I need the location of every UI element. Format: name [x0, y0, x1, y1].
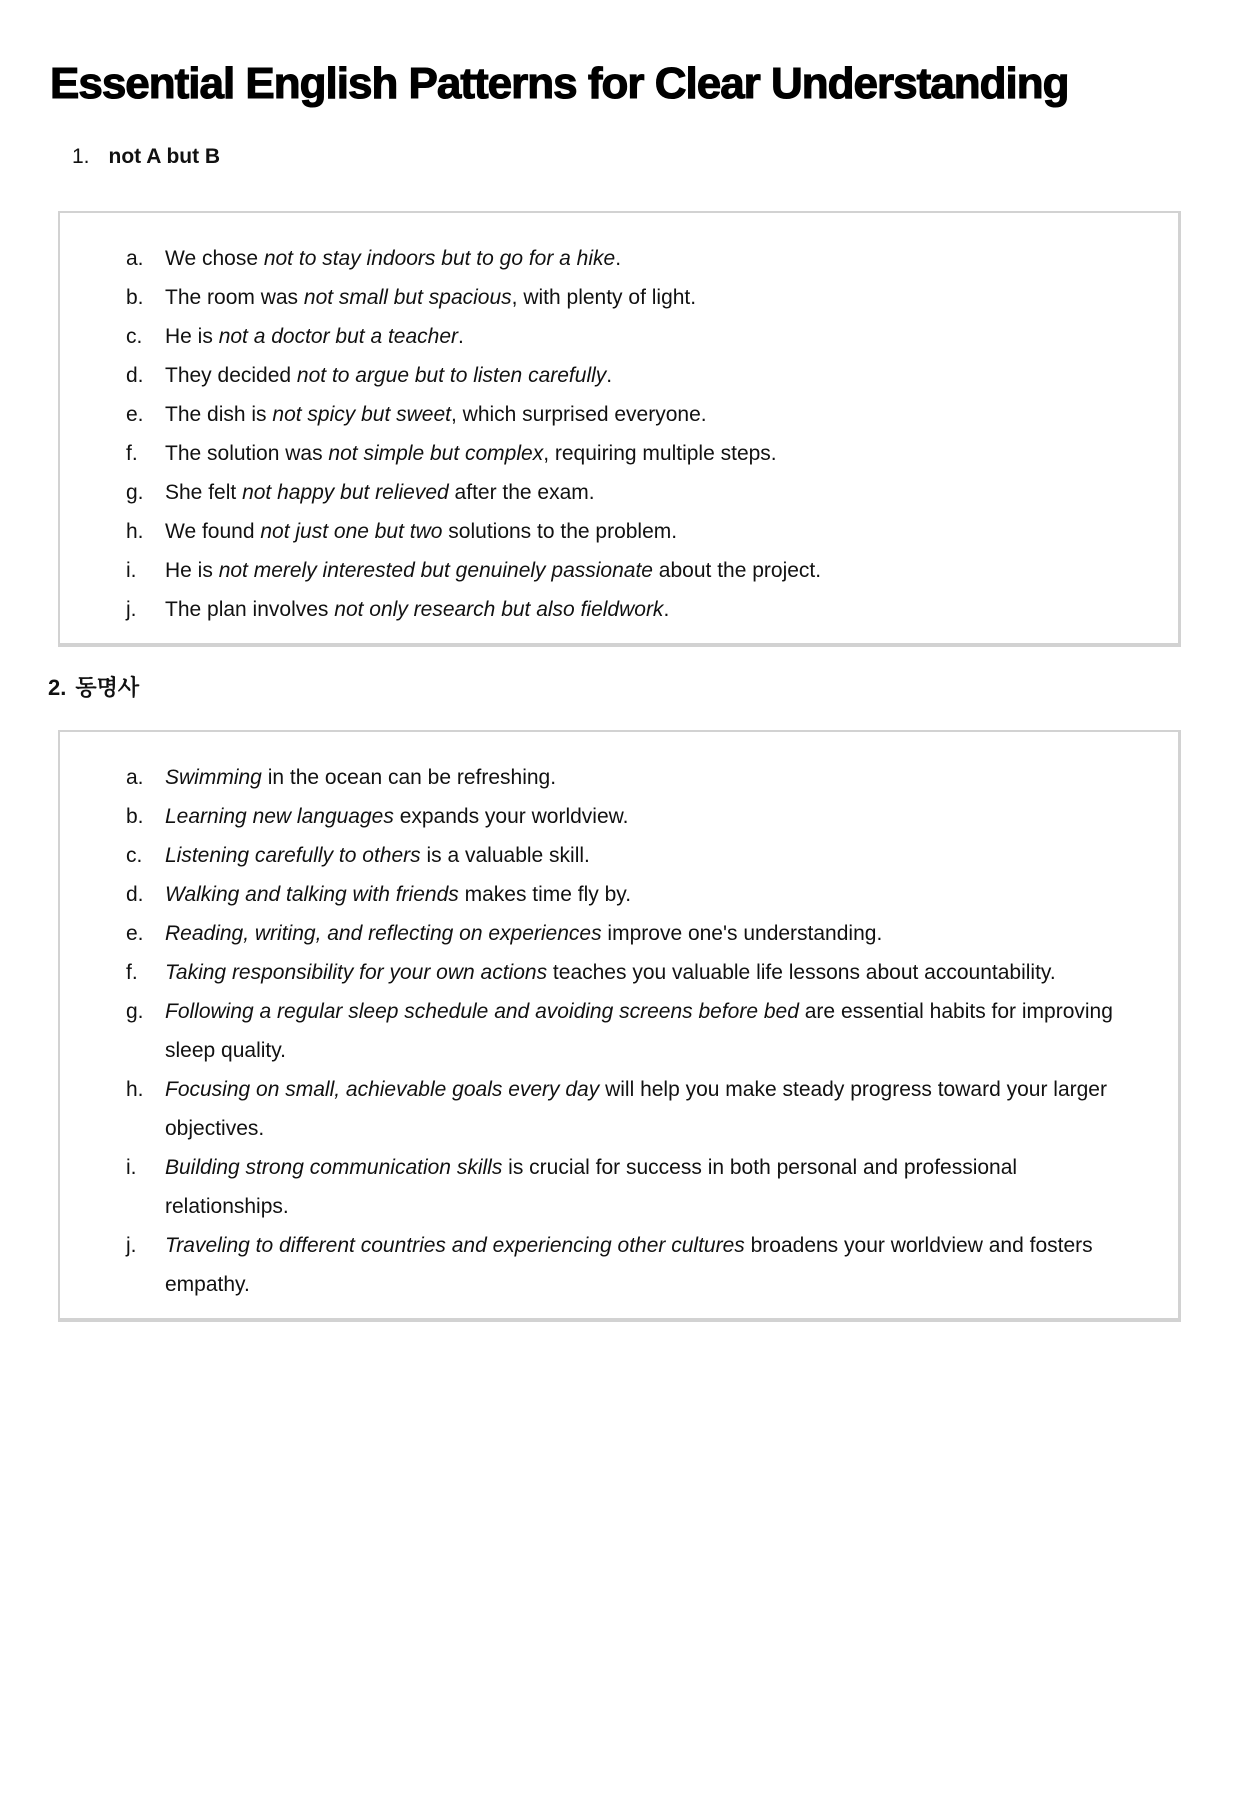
list-item	[126, 875, 1144, 914]
list-item-marker: i.	[126, 559, 137, 582]
list-item-marker: b.	[126, 286, 144, 309]
worksheet-page	[0, 58, 1241, 1812]
list-item-marker: g.	[126, 481, 144, 504]
list-item-text: Focusing on small, achievable goals every day will help you make steady progress toward your larger objectives.	[165, 1078, 1107, 1140]
list-item-marker: a.	[126, 247, 144, 270]
list-item-text: Learning new languages expands your worldview.	[165, 805, 629, 828]
list-item	[126, 836, 1144, 875]
list-item	[126, 317, 1144, 356]
list-item-text: He is not merely interested but genuinely passionate about the project.	[165, 559, 822, 582]
list-item	[126, 356, 1144, 395]
list-item	[126, 395, 1144, 434]
section-heading	[48, 673, 1241, 703]
section-not-a-but-b	[0, 143, 1241, 647]
examples-box	[58, 211, 1181, 647]
list-item-text: We found not just one but two solutions to the problem.	[165, 520, 678, 543]
list-item	[126, 992, 1144, 1070]
section-label: 동명사	[75, 675, 140, 700]
list-item-marker: e.	[126, 922, 144, 945]
list-item	[126, 953, 1144, 992]
list-item-text: They decided not to argue but to listen carefully.	[165, 364, 613, 387]
list-item-marker: d.	[126, 364, 144, 387]
list-item-text: We chose not to stay indoors but to go for a hike.	[165, 247, 622, 270]
list-item-marker: a.	[126, 766, 144, 789]
list-item-text: Listening carefully to others is a valuable skill.	[165, 844, 590, 867]
list-item	[126, 797, 1144, 836]
list-item	[126, 1070, 1144, 1148]
list-item-text: Taking responsibility for your own actions teaches you valuable life lessons about accountability.	[165, 961, 1056, 984]
list-item-marker: f.	[126, 961, 138, 984]
list-item-marker: c.	[126, 844, 143, 867]
section-gerund	[0, 673, 1241, 1322]
list-item-text: Building strong communication skills is crucial for success in both personal and professional relationships.	[165, 1156, 1018, 1218]
list-item-marker: b.	[126, 805, 144, 828]
list-item-marker: d.	[126, 883, 144, 906]
list-item-text: The room was not small but spacious, with plenty of light.	[165, 286, 697, 309]
list-item-text: The plan involves not only research but also fieldwork.	[165, 598, 670, 621]
list-item-text: The dish is not spicy but sweet, which surprised everyone.	[165, 403, 707, 426]
list-item	[126, 239, 1144, 278]
list-item	[126, 473, 1144, 512]
list-item	[126, 1148, 1144, 1226]
list-item-text: She felt not happy but relieved after the exam.	[165, 481, 595, 504]
list-item	[126, 434, 1144, 473]
list-item-marker: h.	[126, 1078, 144, 1101]
examples-list	[126, 758, 1144, 1304]
examples-list	[126, 239, 1144, 629]
list-item	[126, 1226, 1144, 1304]
list-item	[126, 512, 1144, 551]
list-item-marker: j.	[126, 1234, 137, 1257]
list-item-text: Following a regular sleep schedule and avoiding screens before bed are essential habits for improving sleep quality.	[165, 1000, 1113, 1062]
list-item-marker: f.	[126, 442, 138, 465]
list-item	[126, 278, 1144, 317]
list-item-text: The solution was not simple but complex, requiring multiple steps.	[165, 442, 777, 465]
list-item-text: Walking and talking with friends makes time fly by.	[165, 883, 632, 906]
list-item-marker: g.	[126, 1000, 144, 1023]
list-item-text: He is not a doctor but a teacher.	[165, 325, 464, 348]
examples-box	[58, 730, 1181, 1322]
list-item	[126, 551, 1144, 590]
section-number: 1.	[72, 145, 90, 168]
section-label: not A but B	[108, 145, 221, 168]
list-item	[126, 758, 1144, 797]
list-item-text: Reading, writing, and reflecting on experiences improve one's understanding.	[165, 922, 883, 945]
list-item-marker: j.	[126, 598, 137, 621]
section-number: 2.	[48, 675, 67, 700]
list-item	[126, 914, 1144, 953]
list-item-text: Traveling to different countries and experiencing other cultures broadens your worldview and fosters empathy.	[165, 1234, 1093, 1296]
page-title: Essential English Patterns for Clear Understanding	[50, 59, 1069, 108]
list-item-marker: i.	[126, 1156, 137, 1179]
list-item-text: Swimming in the ocean can be refreshing.	[165, 766, 557, 789]
list-item-marker: h.	[126, 520, 144, 543]
list-item-marker: e.	[126, 403, 144, 426]
list-item	[126, 590, 1144, 629]
section-heading	[72, 143, 1241, 171]
list-item-marker: c.	[126, 325, 143, 348]
